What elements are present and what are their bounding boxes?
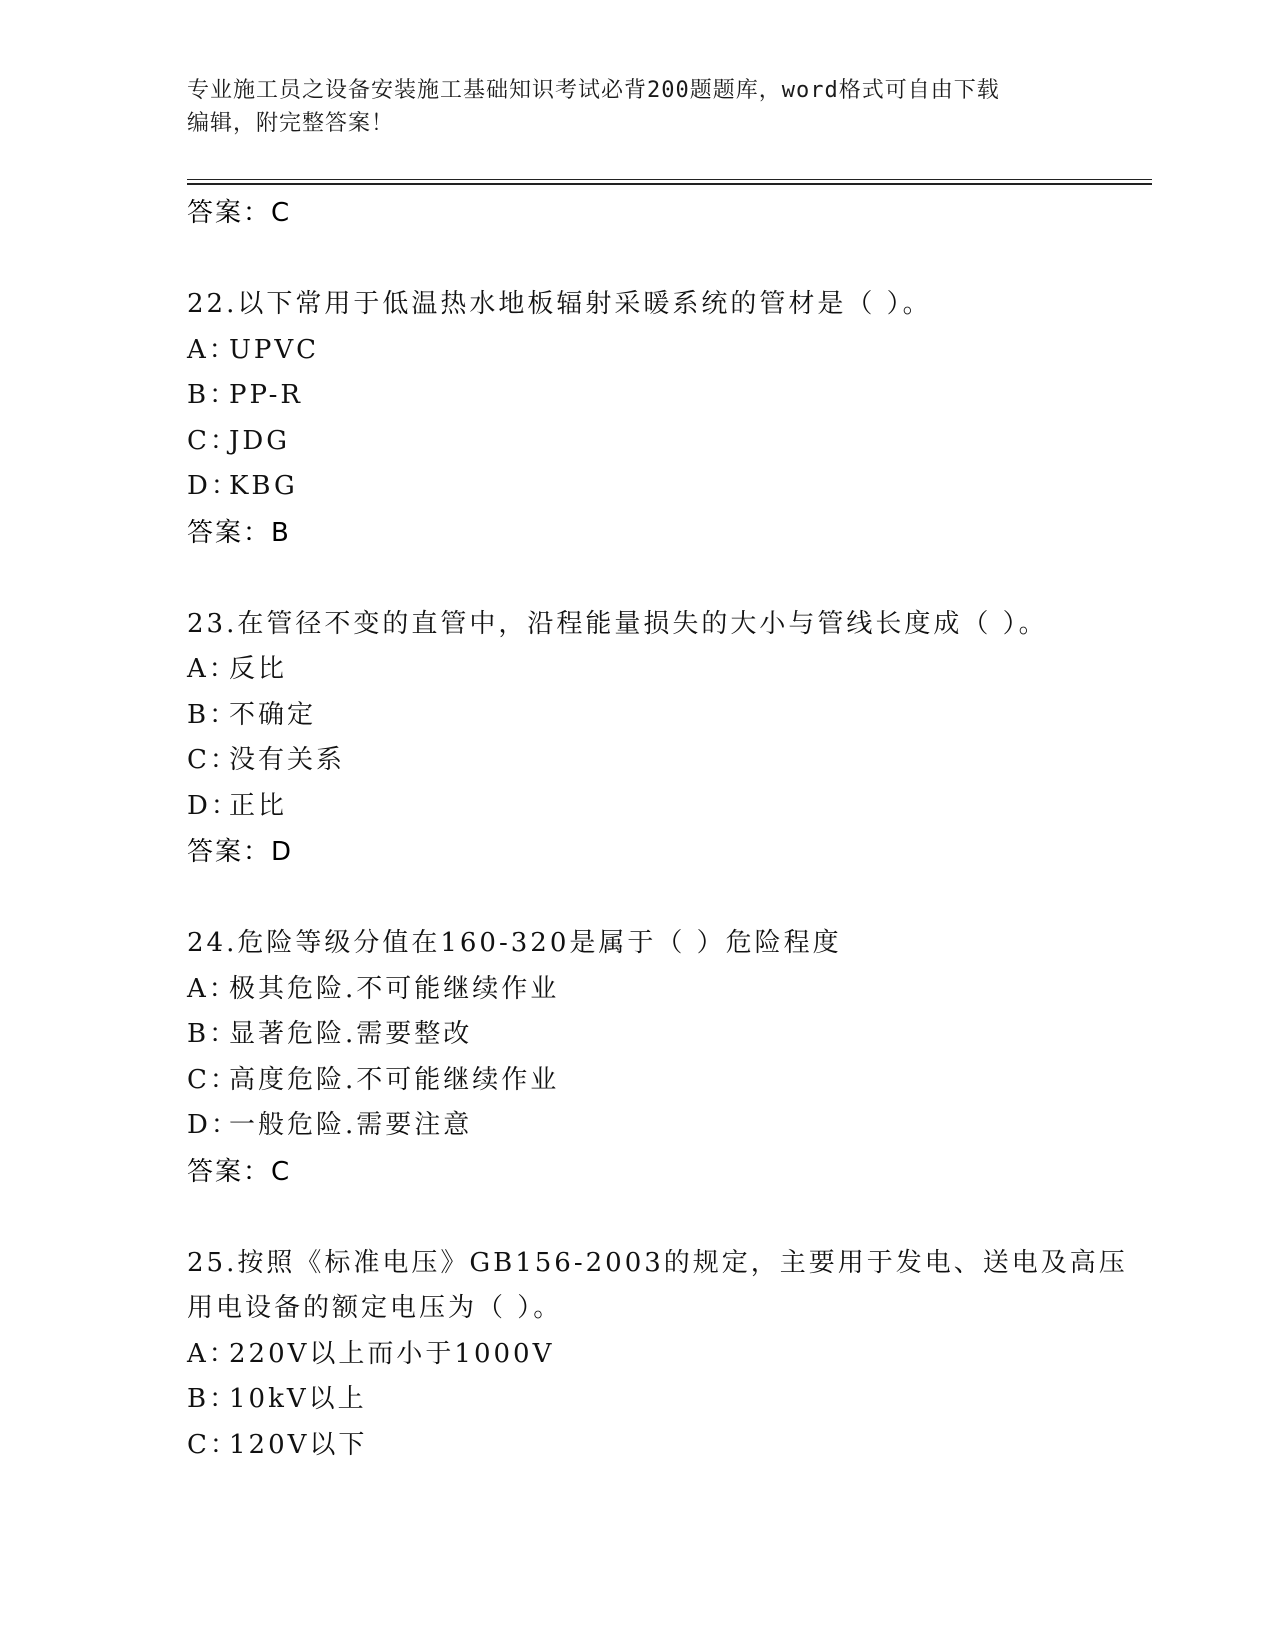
previous-answer: 答案：C — [187, 198, 292, 228]
option-key: B： — [187, 699, 239, 730]
option-text: 正比 — [229, 790, 288, 821]
header-title-line-2: 编辑，附完整答案！ — [187, 111, 395, 136]
option-text: 一般危险.需要注意 — [229, 1110, 473, 1140]
question-23 — [187, 602, 1087, 876]
question-text: 23.在管径不变的直管中，沿程能量损失的大小与管线长度成（ ）。 — [187, 608, 1048, 639]
option-key: C： — [187, 425, 239, 456]
option-text: 高度危险.不可能继续作业 — [229, 1064, 560, 1095]
option-key: A： — [187, 973, 238, 1004]
option-b — [187, 1012, 1087, 1058]
option-a — [187, 967, 1087, 1013]
header-divider-thick — [187, 183, 1152, 185]
option-text: 不确定 — [229, 699, 317, 730]
option-key: B： — [187, 1384, 239, 1414]
option-text: 极其危险.不可能继续作业 — [229, 973, 560, 1004]
option-text: 没有关系 — [229, 745, 346, 775]
option-key: D： — [187, 1110, 240, 1140]
option-a — [187, 647, 1087, 693]
option-text: 120V以下 — [229, 1429, 368, 1460]
option-a — [187, 328, 1087, 374]
document-body — [187, 190, 1128, 1468]
page-header — [187, 74, 1067, 140]
option-d — [187, 1103, 1087, 1149]
option-text: UPVC — [229, 334, 320, 365]
question-text: 22.以下常用于低温热水地板辐射采暖系统的管材是（ ）。 — [187, 289, 932, 319]
option-key: A： — [187, 1338, 238, 1369]
option-text: 220V以上而小于1000V — [229, 1338, 555, 1369]
answer: 答案：C — [187, 1156, 292, 1187]
option-key: C： — [187, 1064, 239, 1095]
option-c — [187, 1058, 1087, 1104]
question-25 — [187, 1241, 1128, 1469]
question-text-line-2: 用电设备的额定电压为（ ）。 — [187, 1293, 563, 1323]
option-key: D： — [187, 790, 240, 821]
question-text-line-1: 25.按照《标准电压》GB156-2003的规定，主要用于发电、送电及高压 — [187, 1247, 1128, 1278]
option-key: D： — [187, 471, 240, 501]
option-key: C： — [187, 1429, 239, 1460]
option-c — [187, 1423, 1087, 1469]
option-key: A： — [187, 654, 238, 684]
option-text: 显著危险.需要整改 — [229, 1019, 473, 1049]
option-key: A： — [187, 334, 238, 365]
question-22 — [187, 282, 1087, 556]
option-c — [187, 419, 1087, 465]
option-text: JDG — [229, 425, 291, 456]
option-b — [187, 693, 1087, 739]
option-c — [187, 738, 1087, 784]
answer: 答案：D — [187, 837, 294, 867]
answer: 答案：B — [187, 517, 291, 548]
option-key: B： — [187, 1019, 239, 1049]
option-text: KBG — [229, 471, 298, 501]
option-key: C： — [187, 745, 239, 775]
header-divider-thin — [187, 179, 1152, 180]
option-text: PP-R — [229, 380, 303, 410]
option-b — [187, 373, 1087, 419]
question-24 — [187, 921, 1087, 1195]
option-a — [187, 1332, 1087, 1378]
header-title-line-1: 专业施工员之设备安装施工基础知识考试必背200题题库，word格式可自由下载 — [187, 78, 1000, 103]
option-key: B： — [187, 380, 239, 410]
option-text: 10kV以上 — [229, 1384, 367, 1414]
option-text: 反比 — [229, 654, 288, 684]
option-d — [187, 464, 1087, 510]
option-b — [187, 1377, 1087, 1423]
option-d — [187, 784, 1087, 830]
question-text: 24.危险等级分值在160-320是属于（ ）危险程度 — [187, 928, 842, 958]
